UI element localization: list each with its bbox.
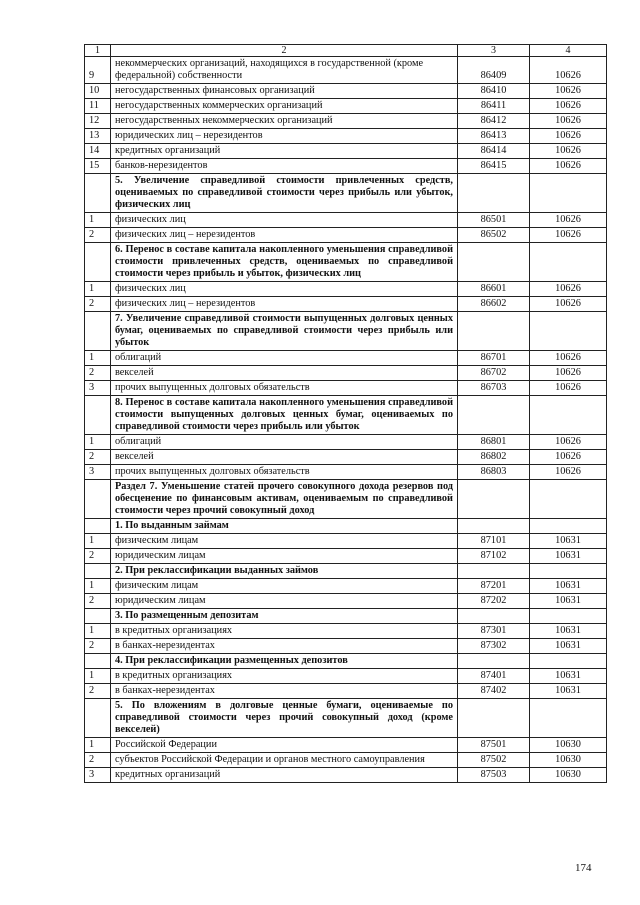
account-code-cell: 87201 <box>458 579 530 594</box>
reference-code-cell: 10626 <box>530 84 607 99</box>
section-heading-row <box>85 519 607 534</box>
row-number-cell <box>85 480 111 519</box>
account-code-cell: 86703 <box>458 381 530 396</box>
row-number-cell <box>85 654 111 669</box>
reference-code-cell: 10631 <box>530 534 607 549</box>
account-code-cell: 86802 <box>458 450 530 465</box>
reference-code-cell: 10626 <box>530 351 607 366</box>
row-description-cell: 7. Увеличение справедливой стоимости выпущенных долговых ценных бумаг, оцениваемых по справедливой стоимости через прибыль или убыток <box>111 312 458 351</box>
table-row <box>85 669 607 684</box>
reference-code-cell: 10626 <box>530 435 607 450</box>
section-heading-row <box>85 564 607 579</box>
row-number-cell: 15 <box>85 159 111 174</box>
table-row <box>85 129 607 144</box>
row-number-cell: 3 <box>85 381 111 396</box>
account-code-cell: 86801 <box>458 435 530 450</box>
row-description-cell: кредитных организаций <box>111 144 458 159</box>
reference-code-cell: 10626 <box>530 228 607 243</box>
row-number-cell: 1 <box>85 282 111 297</box>
row-description-cell: облигаций <box>111 351 458 366</box>
account-code-cell <box>458 654 530 669</box>
row-description-cell: 8. Перенос в составе капитала накопленного уменьшения справедливой стоимости выпущенных долговых ценных бумаг, оцениваемых по справедливой стоимости через прибыль или убыток <box>111 396 458 435</box>
reference-code-cell: 10626 <box>530 297 607 312</box>
row-number-cell: 1 <box>85 624 111 639</box>
accounts-table <box>84 44 607 783</box>
account-code-cell <box>458 396 530 435</box>
table-row <box>85 639 607 654</box>
row-description-cell: физических лиц <box>111 213 458 228</box>
table-row <box>85 381 607 396</box>
row-number-cell: 1 <box>85 534 111 549</box>
row-description-cell: в кредитных организациях <box>111 669 458 684</box>
table-row <box>85 57 607 84</box>
table-row <box>85 549 607 564</box>
reference-code-cell: 10630 <box>530 738 607 753</box>
row-number-cell: 3 <box>85 768 111 783</box>
account-code-cell: 87302 <box>458 639 530 654</box>
account-code-cell: 86803 <box>458 465 530 480</box>
reference-code-cell: 10626 <box>530 450 607 465</box>
account-code-cell: 86601 <box>458 282 530 297</box>
row-description-cell: юридическим лицам <box>111 549 458 564</box>
reference-code-cell <box>530 519 607 534</box>
page-number: 174 <box>575 862 592 874</box>
row-description-cell: в кредитных организациях <box>111 624 458 639</box>
row-number-cell: 10 <box>85 84 111 99</box>
row-description-cell: в банках-нерезидентах <box>111 684 458 699</box>
column-header: 3 <box>458 45 530 57</box>
account-code-cell: 87402 <box>458 684 530 699</box>
section-heading-row <box>85 609 607 624</box>
row-description-cell: банков-нерезидентов <box>111 159 458 174</box>
reference-code-cell: 10630 <box>530 768 607 783</box>
reference-code-cell <box>530 609 607 624</box>
row-number-cell <box>85 609 111 624</box>
table-row <box>85 366 607 381</box>
table-row <box>85 465 607 480</box>
reference-code-cell: 10631 <box>530 684 607 699</box>
row-number-cell: 12 <box>85 114 111 129</box>
row-description-cell: 2. При реклассификации выданных займов <box>111 564 458 579</box>
row-number-cell <box>85 243 111 282</box>
table-row <box>85 450 607 465</box>
account-code-cell: 87503 <box>458 768 530 783</box>
reference-code-cell: 10626 <box>530 465 607 480</box>
account-code-cell: 86502 <box>458 228 530 243</box>
row-description-cell: 6. Перенос в составе капитала накопленного уменьшения справедливой стоимости привлеченных средств, оцениваемых по справедливой стоимости через прибыль и убыток, физических лиц <box>111 243 458 282</box>
table-row <box>85 753 607 768</box>
section-heading-row <box>85 243 607 282</box>
table-header-row <box>85 45 607 57</box>
reference-code-cell <box>530 564 607 579</box>
account-code-cell <box>458 609 530 624</box>
section-heading-row <box>85 174 607 213</box>
table-row <box>85 594 607 609</box>
row-description-cell: негосударственных финансовых организаций <box>111 84 458 99</box>
row-number-cell: 14 <box>85 144 111 159</box>
row-description-cell: прочих выпущенных долговых обязательств <box>111 465 458 480</box>
section-heading-row <box>85 654 607 669</box>
account-code-cell: 87501 <box>458 738 530 753</box>
table-row <box>85 228 607 243</box>
row-number-cell <box>85 519 111 534</box>
account-code-cell: 86411 <box>458 99 530 114</box>
account-code-cell: 86501 <box>458 213 530 228</box>
account-code-cell <box>458 312 530 351</box>
row-number-cell: 1 <box>85 213 111 228</box>
table-row <box>85 114 607 129</box>
table-row <box>85 435 607 450</box>
section-heading-row <box>85 396 607 435</box>
row-number-cell: 9 <box>85 57 111 84</box>
account-code-cell: 86702 <box>458 366 530 381</box>
row-description-cell: субъектов Российской Федерации и органов местного самоуправления <box>111 753 458 768</box>
reference-code-cell: 10631 <box>530 579 607 594</box>
row-number-cell: 2 <box>85 450 111 465</box>
table-body <box>85 57 607 783</box>
account-code-cell <box>458 519 530 534</box>
row-description-cell: юридических лиц – нерезидентов <box>111 129 458 144</box>
table-row <box>85 534 607 549</box>
row-number-cell <box>85 174 111 213</box>
row-number-cell <box>85 699 111 738</box>
account-code-cell: 87202 <box>458 594 530 609</box>
table-row <box>85 297 607 312</box>
row-description-cell: Российской Федерации <box>111 738 458 753</box>
table-row <box>85 579 607 594</box>
row-number-cell: 1 <box>85 669 111 684</box>
table-row <box>85 144 607 159</box>
row-number-cell: 2 <box>85 549 111 564</box>
account-code-cell <box>458 243 530 282</box>
account-code-cell <box>458 699 530 738</box>
row-description-cell: юридическим лицам <box>111 594 458 609</box>
reference-code-cell <box>530 174 607 213</box>
row-number-cell: 13 <box>85 129 111 144</box>
account-code-cell <box>458 174 530 213</box>
reference-code-cell: 10631 <box>530 639 607 654</box>
account-code-cell: 86409 <box>458 57 530 84</box>
row-description-cell: 4. При реклассификации размещенных депозитов <box>111 654 458 669</box>
table-row <box>85 213 607 228</box>
column-header: 4 <box>530 45 607 57</box>
row-number-cell: 2 <box>85 639 111 654</box>
row-number-cell: 1 <box>85 351 111 366</box>
account-code-cell: 87401 <box>458 669 530 684</box>
reference-code-cell <box>530 654 607 669</box>
row-number-cell: 2 <box>85 297 111 312</box>
reference-code-cell: 10626 <box>530 144 607 159</box>
row-description-cell: негосударственных некоммерческих организаций <box>111 114 458 129</box>
row-description-cell: 5. По вложениям в долговые ценные бумаги, оцениваемые по справедливой стоимости через прочий совокупный доход (кроме векселей) <box>111 699 458 738</box>
reference-code-cell <box>530 312 607 351</box>
reference-code-cell: 10626 <box>530 99 607 114</box>
section-heading-row <box>85 480 607 519</box>
row-number-cell <box>85 564 111 579</box>
table-row <box>85 84 607 99</box>
reference-code-cell <box>530 699 607 738</box>
row-description-cell: Раздел 7. Уменьшение статей прочего совокупного дохода резервов под обесценение по финансовым активам, оцениваемым по справедливой стоимости через прочий совокупный доход <box>111 480 458 519</box>
reference-code-cell: 10626 <box>530 366 607 381</box>
account-code-cell <box>458 480 530 519</box>
account-code-cell <box>458 564 530 579</box>
account-code-cell: 86414 <box>458 144 530 159</box>
account-code-cell: 86602 <box>458 297 530 312</box>
reference-code-cell: 10626 <box>530 213 607 228</box>
row-description-cell: негосударственных коммерческих организаций <box>111 99 458 114</box>
column-header: 2 <box>111 45 458 57</box>
table-row <box>85 624 607 639</box>
reference-code-cell <box>530 480 607 519</box>
row-description-cell: некоммерческих организаций, находящихся в государственной (кроме федеральной) собственности <box>111 57 458 84</box>
reference-code-cell: 10626 <box>530 282 607 297</box>
row-description-cell: облигаций <box>111 435 458 450</box>
row-number-cell <box>85 396 111 435</box>
row-description-cell: в банках-нерезидентах <box>111 639 458 654</box>
row-number-cell: 2 <box>85 594 111 609</box>
reference-code-cell: 10631 <box>530 624 607 639</box>
row-description-cell: векселей <box>111 366 458 381</box>
reference-code-cell: 10631 <box>530 594 607 609</box>
reference-code-cell <box>530 396 607 435</box>
row-description-cell: 1. По выданным займам <box>111 519 458 534</box>
row-description-cell: 3. По размещенным депозитам <box>111 609 458 624</box>
row-number-cell: 1 <box>85 738 111 753</box>
account-code-cell: 86412 <box>458 114 530 129</box>
row-number-cell: 3 <box>85 465 111 480</box>
row-description-cell: векселей <box>111 450 458 465</box>
row-number-cell: 1 <box>85 435 111 450</box>
row-description-cell: 5. Увеличение справедливой стоимости привлеченных средств, оцениваемых по справедливой стоимости через прибыль или убыток, физических лиц <box>111 174 458 213</box>
account-code-cell: 86413 <box>458 129 530 144</box>
reference-code-cell: 10631 <box>530 549 607 564</box>
row-description-cell: прочих выпущенных долговых обязательств <box>111 381 458 396</box>
reference-code-cell: 10626 <box>530 159 607 174</box>
table-row <box>85 768 607 783</box>
row-number-cell: 2 <box>85 366 111 381</box>
row-number-cell: 2 <box>85 684 111 699</box>
row-description-cell: физических лиц – нерезидентов <box>111 228 458 243</box>
section-heading-row <box>85 699 607 738</box>
reference-code-cell: 10626 <box>530 129 607 144</box>
account-code-cell: 86415 <box>458 159 530 174</box>
table-row <box>85 684 607 699</box>
account-code-cell: 86410 <box>458 84 530 99</box>
table-row <box>85 282 607 297</box>
row-description-cell: физических лиц – нерезидентов <box>111 297 458 312</box>
table-row <box>85 159 607 174</box>
section-heading-row <box>85 312 607 351</box>
column-header: 1 <box>85 45 111 57</box>
account-code-cell: 87502 <box>458 753 530 768</box>
row-description-cell: физическим лицам <box>111 534 458 549</box>
account-code-cell: 87301 <box>458 624 530 639</box>
account-code-cell: 86701 <box>458 351 530 366</box>
row-description-cell: физических лиц <box>111 282 458 297</box>
row-description-cell: физическим лицам <box>111 579 458 594</box>
row-number-cell: 11 <box>85 99 111 114</box>
reference-code-cell: 10630 <box>530 753 607 768</box>
row-description-cell: кредитных организаций <box>111 768 458 783</box>
table-row <box>85 99 607 114</box>
reference-code-cell: 10626 <box>530 114 607 129</box>
row-number-cell: 2 <box>85 753 111 768</box>
reference-code-cell <box>530 243 607 282</box>
account-code-cell: 87101 <box>458 534 530 549</box>
row-number-cell: 1 <box>85 579 111 594</box>
table-row <box>85 738 607 753</box>
table-row <box>85 351 607 366</box>
reference-code-cell: 10626 <box>530 381 607 396</box>
row-number-cell <box>85 312 111 351</box>
account-code-cell: 87102 <box>458 549 530 564</box>
reference-code-cell: 10631 <box>530 669 607 684</box>
reference-code-cell: 10626 <box>530 57 607 84</box>
row-number-cell: 2 <box>85 228 111 243</box>
